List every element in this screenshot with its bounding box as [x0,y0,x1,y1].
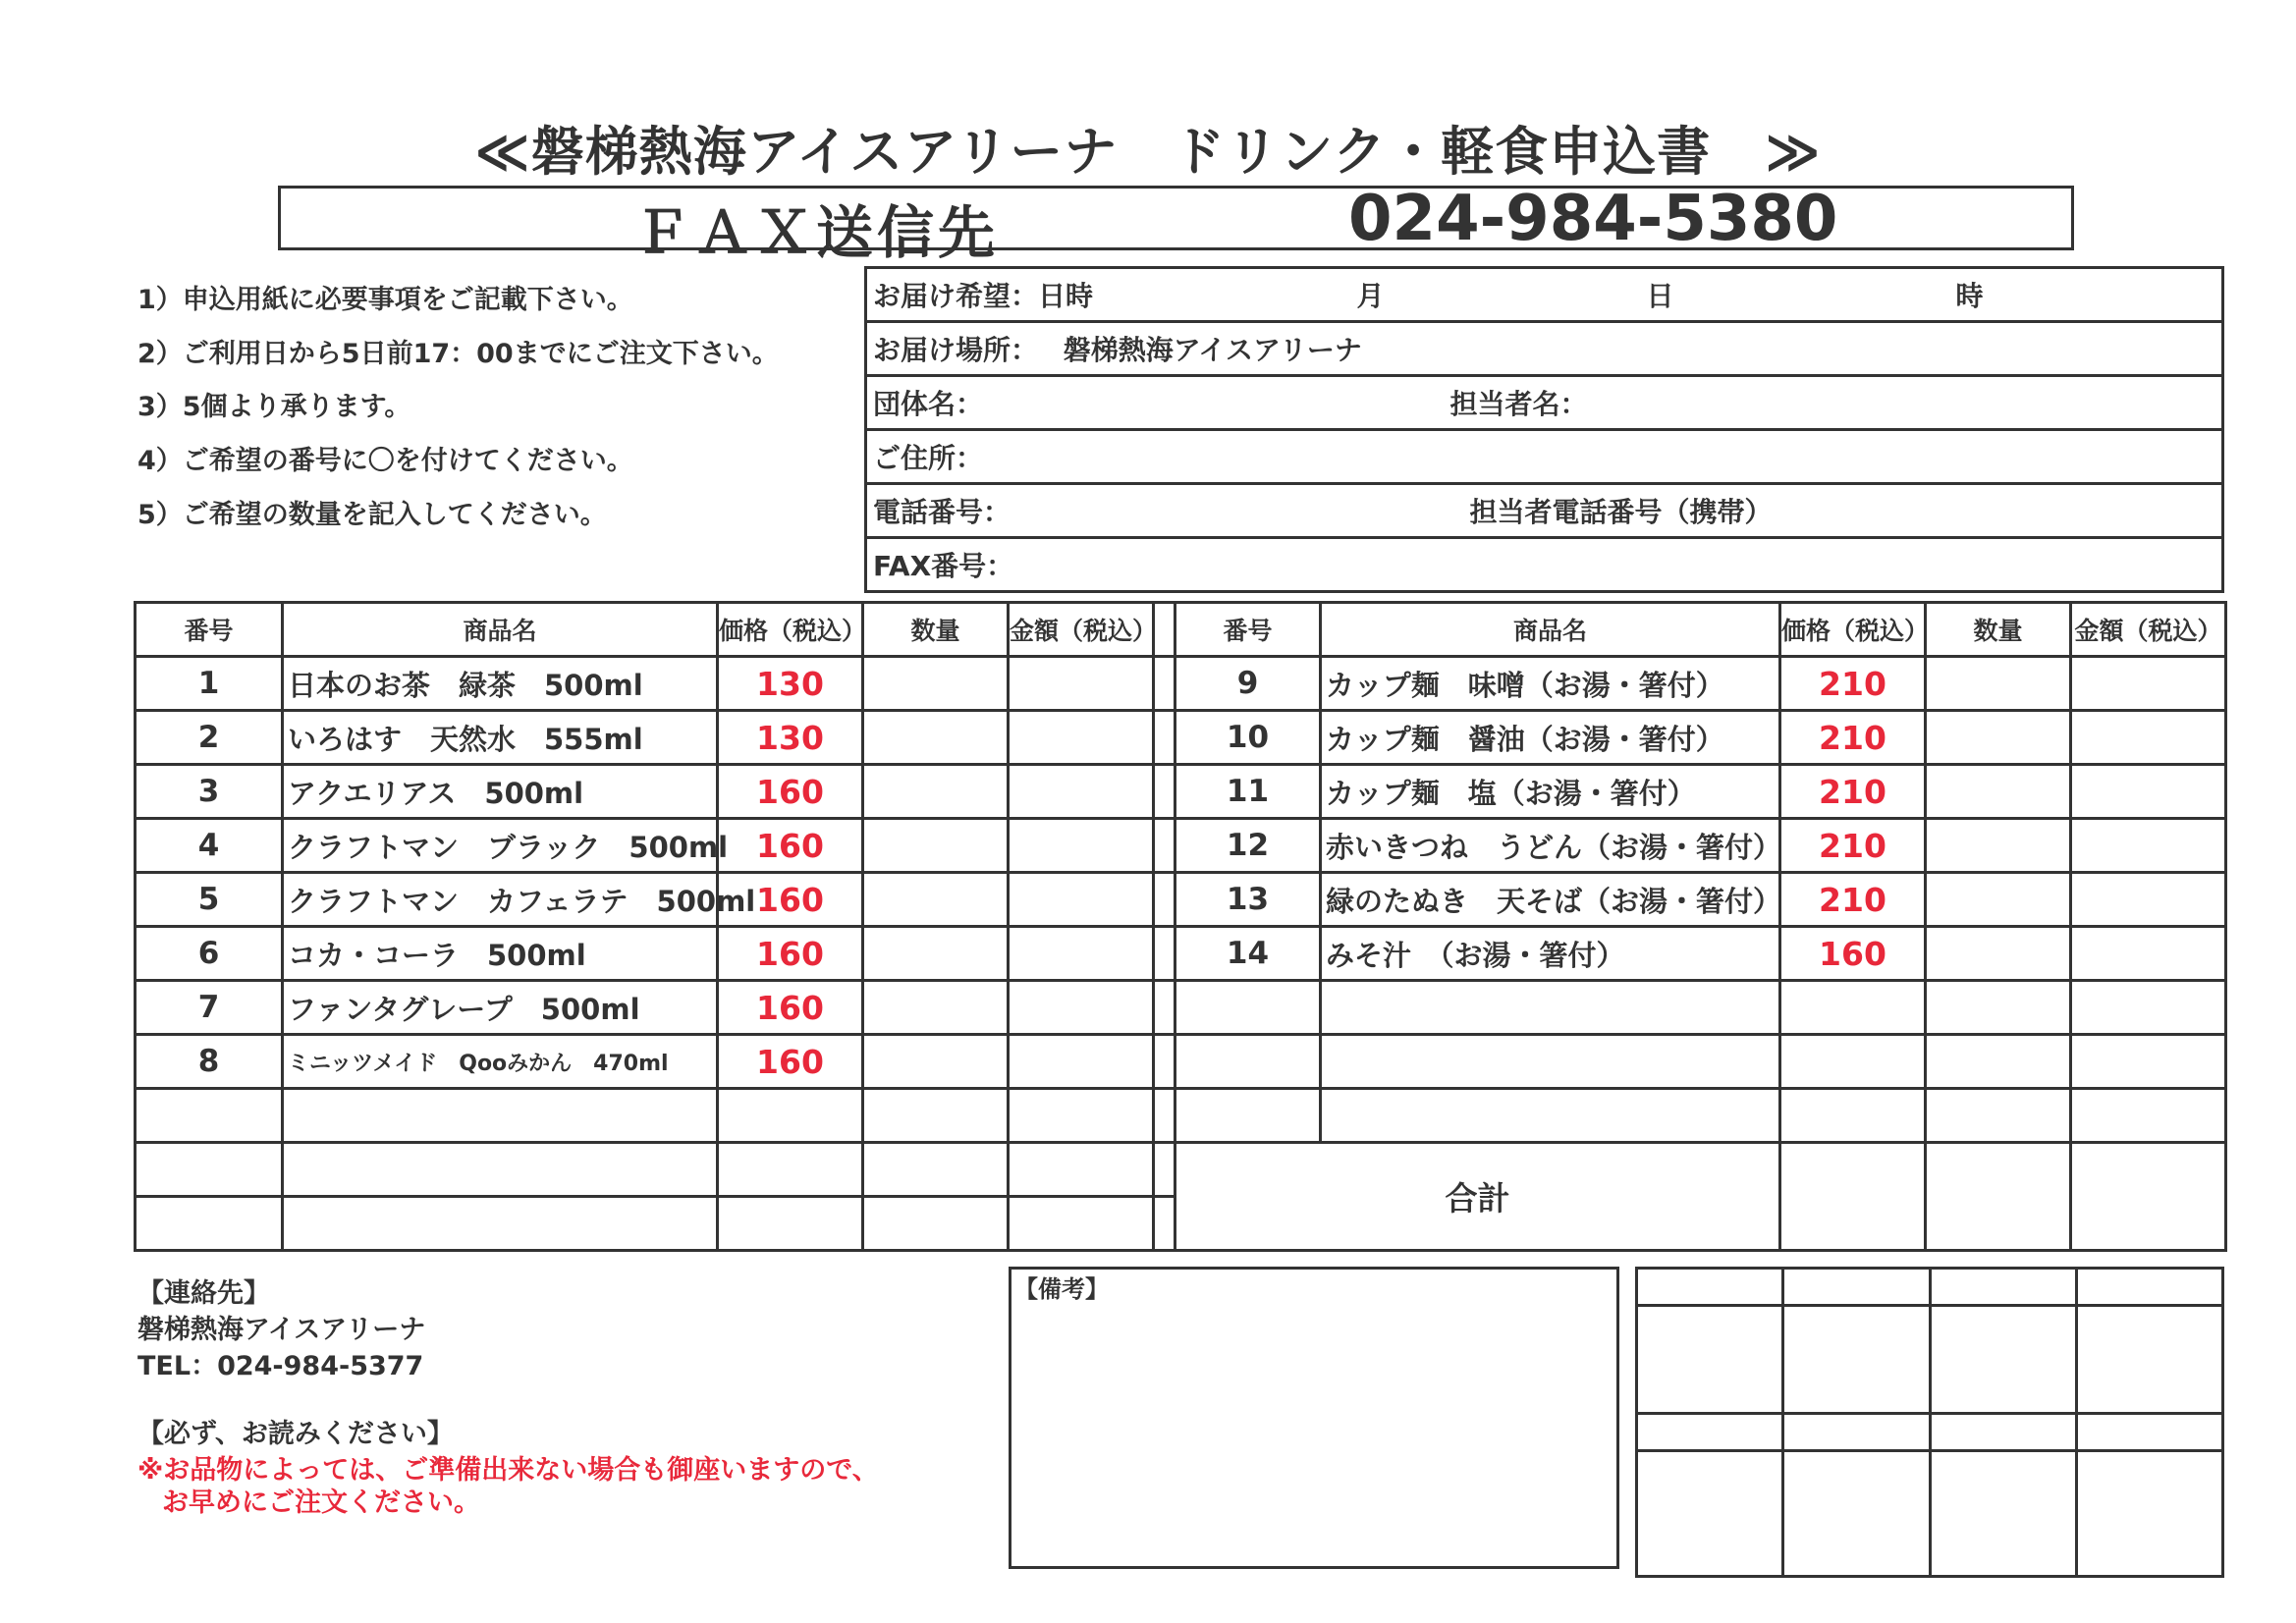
total-quantity-cell[interactable] [1926,1143,2071,1251]
empty-cell[interactable] [1321,1089,1780,1143]
notice-line-1: ※お品物によっては、ご準備出来ない場合も御座いますので、 [137,1455,879,1486]
grid-cell[interactable] [1637,1269,1783,1306]
table-divider [1154,765,1175,819]
empty-cell[interactable] [1321,1035,1780,1089]
quantity-cell[interactable] [863,927,1009,981]
empty-cell[interactable] [1780,1089,1926,1143]
product-number[interactable]: 1 [136,657,283,711]
instruction-3: 3）5個より承ります。 [137,392,411,422]
quantity-cell[interactable] [863,873,1009,927]
product-name: いろはす 天然水 555ml [283,711,718,765]
product-price: 210 [1780,873,1926,927]
table-row [136,711,2226,765]
empty-cell[interactable] [283,1143,718,1197]
product-number[interactable]: 14 [1175,927,1321,981]
empty-cell[interactable] [718,1089,863,1143]
product-name: ファンタグレープ 500ml [283,981,718,1035]
col-number-right: 番号 [1175,603,1321,657]
grid-cell[interactable] [1783,1306,1930,1414]
table-row [136,873,2226,927]
product-number[interactable]: 3 [136,765,283,819]
empty-cell[interactable] [718,1197,863,1251]
product-number[interactable]: 5 [136,873,283,927]
product-price: 160 [718,927,863,981]
empty-cell[interactable] [1009,1197,1154,1251]
delivery-datetime-label: お届け希望：日時 [873,280,1094,312]
fax-field-label: FAX番号： [873,550,1014,582]
month-label: 月 [1356,280,1385,312]
amount-cell[interactable] [1009,711,1154,765]
product-price: 160 [718,981,863,1035]
table-divider [1154,657,1175,711]
table-divider [1154,1089,1175,1143]
empty-cell[interactable] [863,1197,1009,1251]
total-price-cell [1780,1143,1926,1251]
product-number[interactable]: 2 [136,711,283,765]
grid-cell[interactable] [2076,1269,2222,1306]
grid-cell[interactable] [1637,1306,1783,1414]
delivery-place-value: 磐梯熱海アイスアリーナ [1063,334,1362,366]
table-row [136,819,2226,873]
product-price: 160 [1780,927,1926,981]
empty-cell[interactable] [1175,1089,1321,1143]
quantity-cell[interactable] [863,657,1009,711]
product-price: 160 [718,873,863,927]
amount-cell[interactable] [1009,873,1154,927]
product-number[interactable]: 7 [136,981,283,1035]
empty-cell[interactable] [136,1197,283,1251]
table-row [136,981,2226,1035]
product-name: 緑のたぬき 天そば（お湯・箸付） [1321,873,1780,927]
empty-cell[interactable] [2071,981,2226,1035]
product-price: 160 [718,765,863,819]
table-row [136,1143,2226,1197]
quantity-cell[interactable] [1926,657,2071,711]
amount-cell[interactable] [2071,711,2226,765]
grid-cell[interactable] [1930,1414,2076,1451]
instruction-4: 4）ご希望の番号に〇を付けてください。 [137,446,633,476]
grid-cell[interactable] [1783,1451,1930,1577]
grid-cell[interactable] [2076,1451,2222,1577]
quantity-cell[interactable] [1926,927,2071,981]
empty-cell[interactable] [136,1143,283,1197]
amount-cell[interactable] [1009,981,1154,1035]
quantity-cell[interactable] [1926,711,2071,765]
order-info-table [864,266,2224,593]
product-number[interactable]: 6 [136,927,283,981]
product-price: 160 [718,819,863,873]
contact-name: 磐梯熱海アイスアリーナ [137,1315,426,1345]
quantity-cell[interactable] [1926,873,2071,927]
table-row [136,1035,2226,1089]
product-name: クラフトマン ブラック 500ml [283,819,718,873]
amount-cell[interactable] [2071,873,2226,927]
grid-cell[interactable] [1930,1269,2076,1306]
empty-cell[interactable] [1175,981,1321,1035]
total-label: 合計 [1175,1143,1780,1251]
product-name: カップ麺 醤油（お湯・箸付） [1321,711,1780,765]
instruction-5: 5）ご希望の数量を記入してください。 [137,500,607,530]
quantity-cell[interactable] [863,765,1009,819]
day-label: 日 [1646,280,1674,312]
hour-label: 時 [1955,280,1984,312]
amount-cell[interactable] [2071,927,2226,981]
amount-cell[interactable] [2071,819,2226,873]
product-price: 210 [1780,765,1926,819]
product-name: ミニッツメイド Qooみかん 470ml [283,1035,718,1089]
page-title: ≪磐梯熱海アイスアリーナ ドリンク・軽食申込書 ≫ [474,121,1822,183]
product-number[interactable]: 12 [1175,819,1321,873]
table-divider [1154,981,1175,1035]
delivery-place-field [866,322,2223,376]
phone-label: 電話番号： [873,496,1011,528]
table-divider [1154,1197,1175,1251]
table-divider [1154,927,1175,981]
empty-cell[interactable] [1009,1143,1154,1197]
remarks-label: 【備考】 [1014,1275,1109,1303]
empty-cell[interactable] [1926,1035,2071,1089]
product-price: 130 [718,657,863,711]
table-row [136,765,2226,819]
product-number[interactable]: 9 [1175,657,1321,711]
col-price-left: 価格（税込） [718,603,863,657]
quantity-cell[interactable] [863,1035,1009,1089]
product-price: 130 [718,711,863,765]
amount-cell[interactable] [1009,927,1154,981]
product-number[interactable]: 13 [1175,873,1321,927]
empty-cell[interactable] [1780,981,1926,1035]
grid-cell[interactable] [2076,1306,2222,1414]
amount-cell[interactable] [1009,657,1154,711]
empty-cell[interactable] [2071,1089,2226,1143]
instruction-2: 2）ご利用日から5日前17：00までにご注文下さい。 [137,339,779,369]
phone-field[interactable] [866,484,2223,538]
product-name: カップ麺 塩（お湯・箸付） [1321,765,1780,819]
col-amount-right: 金額（税込） [2071,603,2226,657]
address-label: ご住所： [873,442,984,474]
grid-cell[interactable] [1930,1306,2076,1414]
product-name: 日本のお茶 緑茶 500ml [283,657,718,711]
grid-cell[interactable] [1637,1451,1783,1577]
grid-cell[interactable] [1637,1414,1783,1451]
grid-cell[interactable] [1783,1414,1930,1451]
amount-cell[interactable] [2071,765,2226,819]
contact-heading: 【連絡先】 [137,1278,270,1309]
product-number[interactable]: 10 [1175,711,1321,765]
group-name-field[interactable] [866,376,2223,430]
grid-cell[interactable] [1930,1451,2076,1577]
notice-heading: 【必ず、お読みください】 [137,1419,454,1449]
grid-cell[interactable] [1783,1269,1930,1306]
quantity-cell[interactable] [863,981,1009,1035]
empty-cell[interactable] [283,1089,718,1143]
empty-cell[interactable] [1926,981,2071,1035]
quantity-cell[interactable] [863,819,1009,873]
product-number[interactable]: 11 [1175,765,1321,819]
quantity-cell[interactable] [1926,819,2071,873]
empty-cell[interactable] [2071,1035,2226,1089]
col-amount-left: 金額（税込） [1009,603,1154,657]
amount-cell[interactable] [1009,819,1154,873]
table-divider [1154,711,1175,765]
empty-cell[interactable] [1926,1089,2071,1143]
empty-cell[interactable] [283,1197,718,1251]
bottom-grid-table [1635,1267,2224,1578]
delivery-place-label: お届け場所： [873,334,1039,366]
product-price: 210 [1780,657,1926,711]
address-field[interactable] [866,430,2223,484]
col-quantity-left: 数量 [863,603,1009,657]
contact-phone-label: 担当者電話番号（携帯） [1469,496,1773,528]
empty-cell[interactable] [1175,1035,1321,1089]
remarks-box[interactable] [1009,1267,1619,1569]
delivery-datetime-field[interactable] [866,268,2223,322]
product-table [134,601,2227,1252]
fax-number: 024-984-5380 [1348,183,1838,255]
product-name: コカ・コーラ 500ml [283,927,718,981]
product-price: 210 [1780,711,1926,765]
product-number[interactable]: 8 [136,1035,283,1089]
grid-cell[interactable] [2076,1414,2222,1451]
instruction-1: 1）申込用紙に必要事項をご記載下さい。 [137,285,633,315]
product-number[interactable]: 4 [136,819,283,873]
contact-tel: TEL：024-984-5377 [137,1351,424,1381]
col-number-left: 番号 [136,603,283,657]
empty-cell[interactable] [1009,1089,1154,1143]
table-divider [1154,1035,1175,1089]
contact-person-label: 担当者名： [1449,388,1588,420]
fax-label: ＦＡＸ送信先 [633,199,1000,266]
fax-field[interactable] [866,538,2223,592]
empty-cell[interactable] [863,1089,1009,1143]
col-product-left: 商品名 [283,603,718,657]
quantity-cell[interactable] [1926,765,2071,819]
product-name: アクエリアス 500ml [283,765,718,819]
amount-cell[interactable] [1009,765,1154,819]
table-divider [1154,819,1175,873]
table-row [136,927,2226,981]
empty-cell[interactable] [718,1143,863,1197]
product-name: カップ麺 味噌（お湯・箸付） [1321,657,1780,711]
empty-cell[interactable] [863,1143,1009,1197]
amount-cell[interactable] [1009,1035,1154,1089]
quantity-cell[interactable] [863,711,1009,765]
product-price: 210 [1780,819,1926,873]
product-price: 160 [718,1035,863,1089]
col-price-right: 価格（税込） [1780,603,1926,657]
product-name: 赤いきつね うどん（お湯・箸付） [1321,819,1780,873]
group-name-label: 団体名： [873,388,984,420]
table-row [136,1089,2226,1143]
col-quantity-right: 数量 [1926,603,2071,657]
col-product-right: 商品名 [1321,603,1780,657]
table-divider [1154,873,1175,927]
product-name: みそ汁 （お湯・箸付） [1321,927,1780,981]
amount-cell[interactable] [2071,657,2226,711]
product-name: クラフトマン カフェラテ 500ml [283,873,718,927]
table-row [136,657,2226,711]
total-amount-cell[interactable] [2071,1143,2226,1251]
table-divider [1154,1143,1175,1197]
empty-cell[interactable] [1780,1035,1926,1089]
notice-line-2: お早めにご注文ください。 [162,1488,480,1518]
empty-cell[interactable] [1321,981,1780,1035]
empty-cell[interactable] [136,1089,283,1143]
